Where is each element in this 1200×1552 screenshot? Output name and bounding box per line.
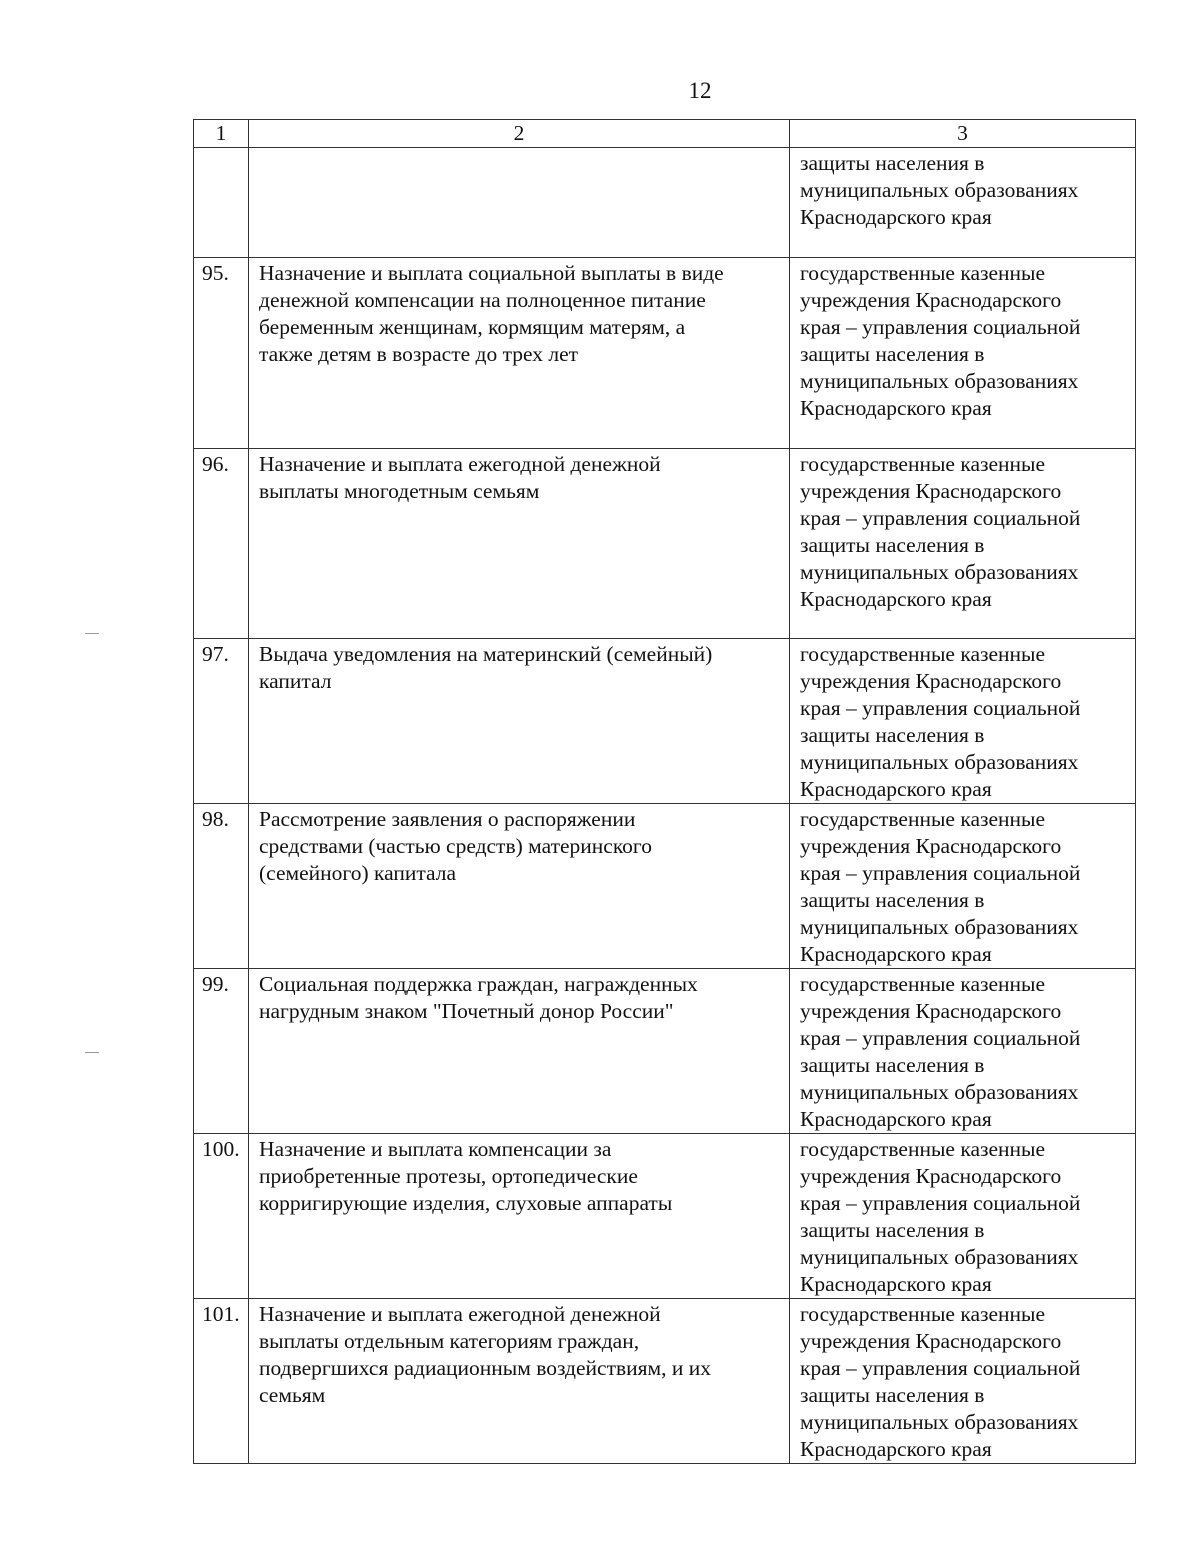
org-line: государственные казенные — [800, 642, 1046, 666]
table-row — [194, 1299, 1136, 1464]
org-line: государственные казенные — [800, 1302, 1046, 1326]
service-name — [249, 258, 790, 449]
org-line: Краснодарского края — [800, 396, 992, 420]
org-line: защиты населения в — [800, 342, 985, 366]
responsible-organization — [790, 969, 1136, 1134]
service-line: семьям — [259, 1383, 326, 1407]
org-line: края – управления социальной — [800, 1026, 1081, 1050]
org-line: края – управления социальной — [800, 315, 1081, 339]
table-row — [194, 969, 1136, 1134]
responsible-organization — [790, 639, 1136, 804]
table-row — [194, 258, 1136, 449]
org-line: муниципальных образованиях — [800, 369, 1079, 393]
org-line: края – управления социальной — [800, 506, 1081, 530]
org-line: муниципальных образованиях — [800, 750, 1079, 774]
org-line: учреждения Краснодарского — [800, 1164, 1062, 1188]
column-header-1: 1 — [194, 120, 249, 148]
responsible-organization — [790, 148, 1136, 258]
page-number: 12 — [688, 78, 712, 103]
service-name — [249, 969, 790, 1134]
org-line: защиты населения в — [800, 1383, 985, 1407]
service-line: беременным женщинам, кормящим матерям, а — [259, 315, 686, 339]
org-line: муниципальных образованиях — [800, 1080, 1079, 1104]
org-line: муниципальных образованиях — [800, 915, 1079, 939]
continuation-row — [194, 148, 1136, 258]
row-number: 95. — [194, 258, 249, 449]
service-name — [249, 639, 790, 804]
service-line: капитал — [259, 669, 332, 693]
service-line: Социальная поддержка граждан, награжденных — [259, 972, 698, 996]
service-line: подвергшихся радиационным воздействиям, и их — [259, 1356, 712, 1380]
table-row — [194, 639, 1136, 804]
org-line: Краснодарского края — [800, 205, 992, 229]
org-line: учреждения Краснодарского — [800, 834, 1062, 858]
service-line: приобретенные протезы, ортопедические — [259, 1164, 638, 1188]
service-line: средствами (частью средств) материнского — [259, 834, 652, 858]
org-line: защиты населения в — [800, 533, 985, 557]
table-row — [194, 1134, 1136, 1299]
margin-mark — [85, 633, 99, 634]
org-line: учреждения Краснодарского — [800, 479, 1062, 503]
service-line: корригирующие изделия, слуховые аппараты — [259, 1191, 673, 1215]
row-number: 99. — [194, 969, 249, 1134]
org-line: края – управления социальной — [800, 1191, 1081, 1215]
org-line: государственные казенные — [800, 972, 1046, 996]
responsible-organization — [790, 1134, 1136, 1299]
table-row — [194, 804, 1136, 969]
margin-mark — [85, 1052, 99, 1053]
org-line: муниципальных образованиях — [800, 560, 1079, 584]
org-line: государственные казенные — [800, 261, 1046, 285]
row-number: 96. — [194, 449, 249, 639]
service-line: Назначение и выплата ежегодной денежной — [259, 452, 661, 476]
org-line: края – управления социальной — [800, 861, 1081, 885]
org-line: муниципальных образованиях — [800, 178, 1079, 202]
org-line: защиты населения в — [800, 1053, 985, 1077]
org-line: защиты населения в — [800, 723, 985, 747]
org-line: Краснодарского края — [800, 1437, 992, 1461]
service-line: Назначение и выплата ежегодной денежной — [259, 1302, 661, 1326]
service-line: нагрудным знаком "Почетный донор России" — [259, 999, 674, 1023]
table-row — [194, 449, 1136, 639]
org-line: государственные казенные — [800, 1137, 1046, 1161]
org-line: Краснодарского края — [800, 1272, 992, 1296]
responsible-organization — [790, 449, 1136, 639]
org-line: края – управления социальной — [800, 1356, 1081, 1380]
org-line: учреждения Краснодарского — [800, 999, 1062, 1023]
service-line: выплаты многодетным семьям — [259, 479, 540, 503]
responsible-organization — [790, 804, 1136, 969]
table-header-row — [194, 120, 1136, 148]
column-header-3: 3 — [790, 120, 1136, 148]
responsible-organization — [790, 1299, 1136, 1464]
org-line: защиты населения в — [800, 888, 985, 912]
row-number — [194, 148, 249, 258]
responsible-organization — [790, 258, 1136, 449]
service-line: Рассмотрение заявления о распоряжении — [259, 807, 636, 831]
row-number: 97. — [194, 639, 249, 804]
org-line: защиты населения в — [800, 1218, 985, 1242]
service-line: денежной компенсации на полноценное питание — [259, 288, 706, 312]
row-number: 98. — [194, 804, 249, 969]
org-line: учреждения Краснодарского — [800, 1329, 1062, 1353]
org-line: Краснодарского края — [800, 942, 992, 966]
service-name — [249, 1134, 790, 1299]
service-name — [249, 449, 790, 639]
org-line: Краснодарского края — [800, 777, 992, 801]
org-line: края – управления социальной — [800, 696, 1081, 720]
org-line: Краснодарского края — [800, 1107, 992, 1131]
org-line: учреждения Краснодарского — [800, 288, 1062, 312]
row-number: 101. — [194, 1299, 249, 1464]
row-number: 100. — [194, 1134, 249, 1299]
service-line: также детям в возрасте до трех лет — [259, 342, 579, 366]
org-line: учреждения Краснодарского — [800, 669, 1062, 693]
org-line: защиты населения в — [800, 151, 985, 175]
service-name — [249, 1299, 790, 1464]
service-line: Назначение и выплата социальной выплаты в виде — [259, 261, 724, 285]
column-header-2: 2 — [249, 120, 790, 148]
org-line: государственные казенные — [800, 807, 1046, 831]
services-table — [193, 119, 1136, 1464]
service-line: Выдача уведомления на материнский (семейный) — [259, 642, 713, 666]
service-name — [249, 148, 790, 258]
service-line: (семейного) капитала — [259, 861, 457, 885]
service-line: Назначение и выплата компенсации за — [259, 1137, 612, 1161]
service-line: выплаты отдельным категориям граждан, — [259, 1329, 640, 1353]
org-line: государственные казенные — [800, 452, 1046, 476]
org-line: Краснодарского края — [800, 587, 992, 611]
org-line: муниципальных образованиях — [800, 1245, 1079, 1269]
org-line: муниципальных образованиях — [800, 1410, 1079, 1434]
service-name — [249, 804, 790, 969]
